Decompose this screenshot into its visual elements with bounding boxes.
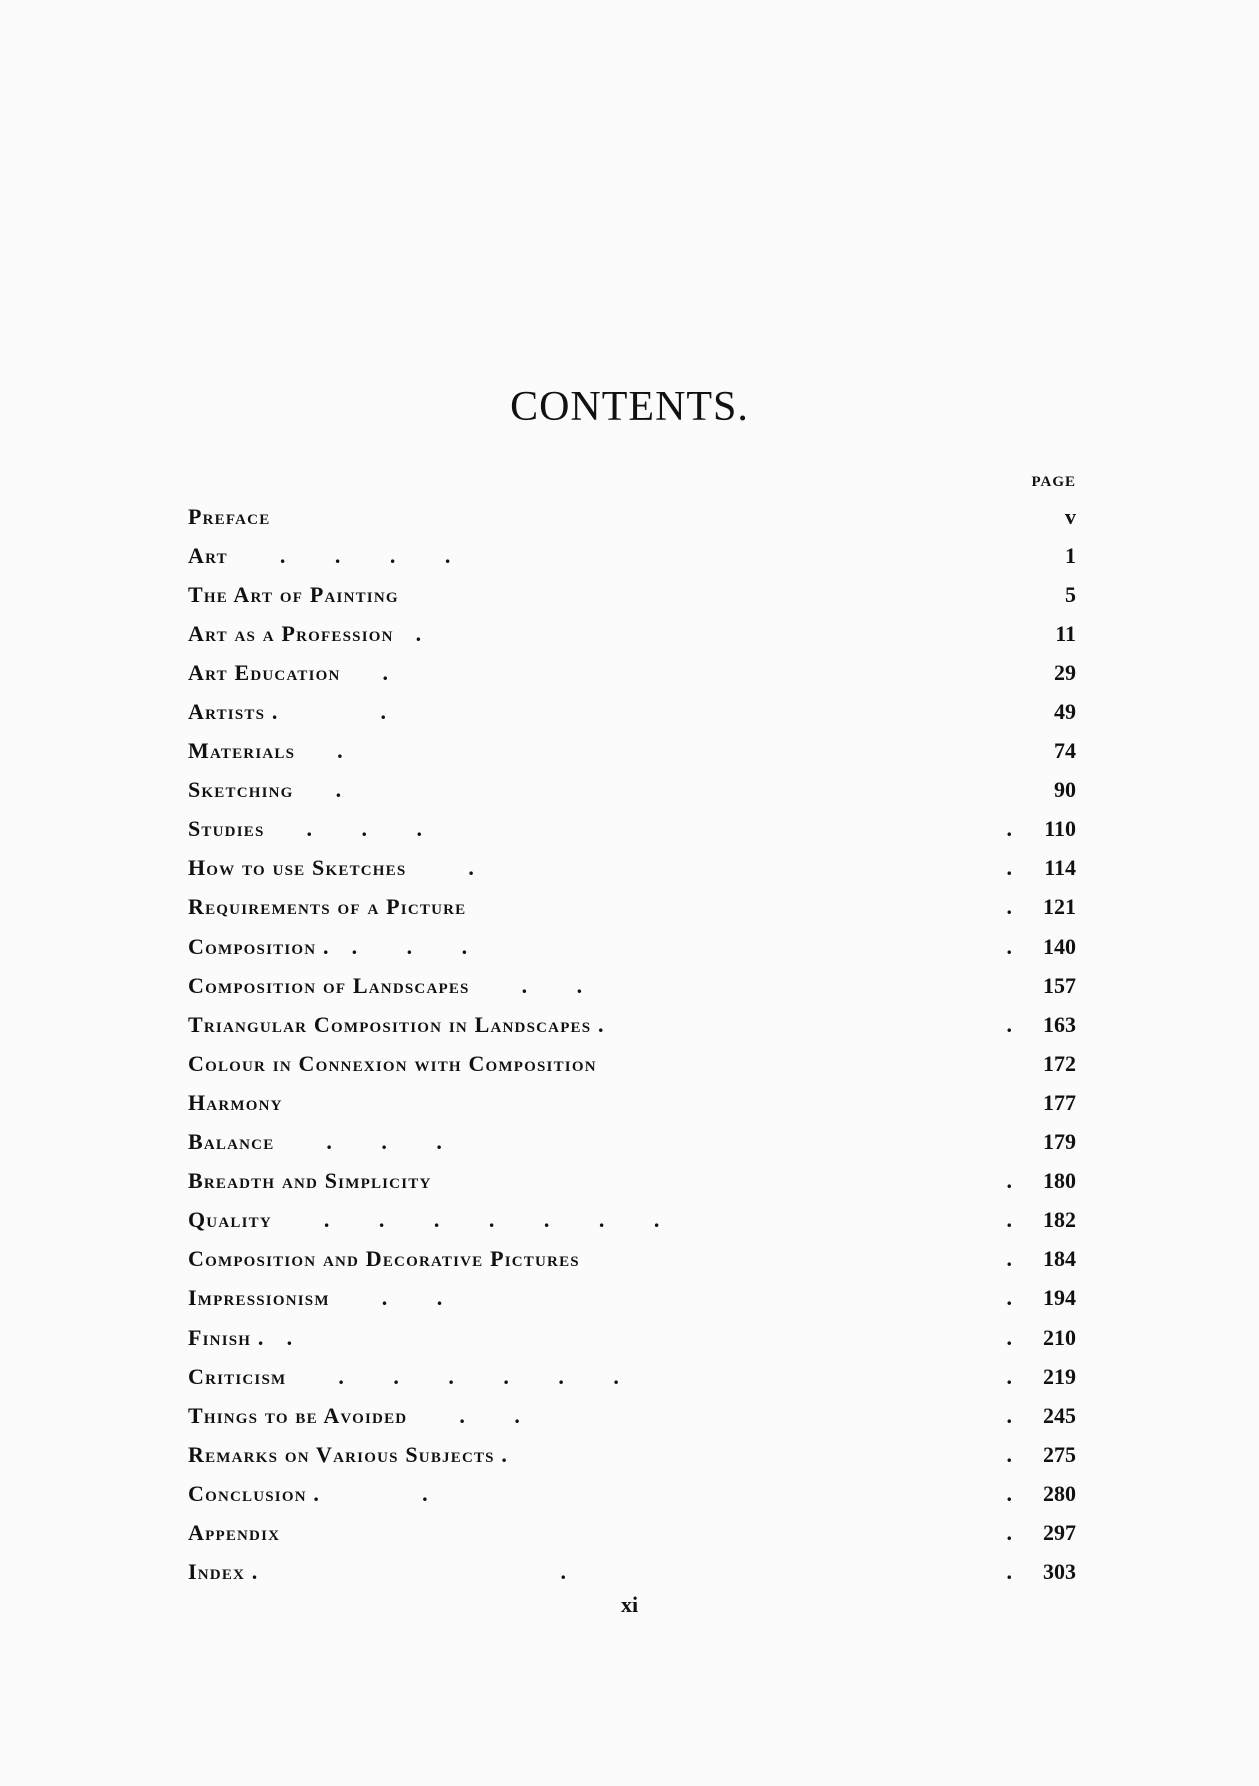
toc-entry-title: Preface — [188, 503, 271, 529]
toc-entry-page-dot: . — [1006, 1441, 1012, 1467]
toc-entry — [188, 1357, 1076, 1396]
toc-entry-page-number: 110 — [1044, 816, 1076, 842]
toc-entry-page-dot: . — [1006, 1207, 1012, 1233]
toc-entry-title: Composition and Decorative Pictures — [188, 1246, 580, 1272]
toc-entry — [188, 732, 1076, 771]
toc-entry-page-number: 303 — [1043, 1559, 1076, 1585]
toc-entry-title: Balance — [188, 1129, 275, 1155]
toc-entry-page-number: 140 — [1043, 933, 1076, 959]
toc-entry — [188, 1318, 1076, 1357]
toc-entry — [188, 849, 1076, 888]
table-of-contents — [188, 497, 1076, 1592]
toc-entry — [188, 1162, 1076, 1201]
toc-entry-title: Studies — [188, 816, 265, 842]
toc-entry-page-number: 121 — [1043, 894, 1076, 920]
toc-entry-page-number: 177 — [1043, 1089, 1076, 1115]
toc-entry-title: Art — [188, 542, 228, 568]
toc-entry — [188, 810, 1076, 849]
toc-entry — [188, 1279, 1076, 1318]
toc-entry — [188, 927, 1076, 966]
toc-entry-title: Things to be Avoided — [188, 1402, 408, 1428]
toc-entry-page-dot: . — [1006, 855, 1012, 881]
toc-entry-page-number: 275 — [1043, 1441, 1076, 1467]
toc-entry — [188, 1435, 1076, 1474]
toc-entry — [188, 1123, 1076, 1162]
toc-entry — [188, 1513, 1076, 1552]
toc-entry-page-number: 182 — [1043, 1207, 1076, 1233]
toc-entry — [188, 888, 1076, 927]
toc-entry-page-number: 280 — [1043, 1480, 1076, 1506]
toc-entry-leader: . — [335, 777, 364, 803]
toc-entry-page-dot: . — [1006, 1559, 1012, 1585]
toc-entry-leader: . — [337, 738, 365, 764]
toc-entry — [188, 1044, 1076, 1083]
toc-entry-page-dot: . — [1006, 816, 1012, 842]
toc-entry-page-number: 11 — [1055, 620, 1076, 646]
toc-entry-page-dot: . — [1006, 1480, 1012, 1506]
toc-entry-leader: . — [468, 855, 496, 881]
toc-entry-page-number: 180 — [1043, 1168, 1076, 1194]
toc-entry-page-number: 114 — [1044, 855, 1076, 881]
toc-entry-title: Criticism — [188, 1363, 287, 1389]
toc-entry — [188, 692, 1076, 731]
toc-entry-page-dot: . — [1006, 1402, 1012, 1428]
toc-entry-leader: . . . — [306, 816, 444, 842]
toc-entry-page-dot: . — [1006, 1519, 1012, 1545]
toc-entry-page-dot: . — [1006, 1363, 1012, 1389]
toc-entry-title: Appendix — [188, 1519, 281, 1545]
toc-entry-leader: . . — [521, 972, 605, 998]
toc-entry-title: Requirements of a Picture — [188, 894, 467, 920]
toc-entry — [188, 1396, 1076, 1435]
toc-entry — [188, 575, 1076, 614]
toc-entry-leader: . — [560, 1559, 588, 1585]
toc-entry-page-number: 5 — [1065, 581, 1076, 607]
toc-entry-page-number: 49 — [1054, 699, 1076, 725]
toc-entry — [188, 966, 1076, 1005]
toc-entry-title: Index . — [188, 1559, 259, 1585]
toc-entry-title: Materials — [188, 738, 296, 764]
toc-entry-title: Art Education — [188, 659, 341, 685]
toc-entry-page-number: 297 — [1043, 1519, 1076, 1545]
toc-entry — [188, 1240, 1076, 1279]
toc-entry-title: How to use Sketches — [188, 855, 407, 881]
toc-entry-page-number: 29 — [1054, 659, 1076, 685]
toc-entry-page-number: v — [1065, 503, 1076, 529]
toc-entry — [188, 1005, 1076, 1044]
toc-entry-page-dot: . — [1006, 933, 1012, 959]
toc-entry-leader: . . . . — [279, 542, 473, 568]
toc-entry-leader: . . — [381, 1285, 465, 1311]
toc-entry-page-number: 210 — [1043, 1324, 1076, 1350]
toc-entry-page-number: 245 — [1043, 1402, 1076, 1428]
toc-entry-leader: . — [422, 1480, 450, 1506]
toc-entry-leader: . — [380, 699, 409, 725]
toc-entry — [188, 1474, 1076, 1513]
toc-entry-title: Triangular Composition in Landscapes . — [188, 1011, 605, 1037]
toc-entry — [188, 653, 1076, 692]
toc-entry-title: Quality — [188, 1207, 272, 1233]
toc-entry — [188, 497, 1076, 536]
toc-entry-leader: . — [415, 620, 444, 646]
toc-entry-title: Harmony — [188, 1089, 283, 1115]
toc-entry-page-dot: . — [1006, 1285, 1012, 1311]
toc-entry-title: The Art of Painting — [188, 581, 399, 607]
toc-entry-page-number: 179 — [1043, 1129, 1076, 1155]
toc-entry-page-dot: . — [1006, 1168, 1012, 1194]
toc-entry-page-number: 90 — [1054, 777, 1076, 803]
toc-entry-leader: . . — [459, 1402, 542, 1428]
toc-entry-leader: . — [286, 1324, 315, 1350]
toc-entry-title: Sketching — [188, 777, 294, 803]
toc-entry-title: Art as a Profession — [188, 620, 394, 646]
toc-entry-title: Artists . — [188, 699, 279, 725]
toc-entry-title: Impressionism — [188, 1285, 330, 1311]
toc-entry-page-number: 157 — [1043, 972, 1076, 998]
toc-entry-title: Remarks on Various Subjects . — [188, 1441, 509, 1467]
toc-entry-page-number: 1 — [1065, 542, 1076, 568]
toc-entry-page-number: 74 — [1054, 738, 1076, 764]
toc-entry-leader: . . . . . . — [338, 1363, 641, 1389]
toc-entry-page-dot: . — [1006, 1324, 1012, 1350]
page-folio: xi — [620, 1592, 639, 1617]
toc-entry — [188, 1201, 1076, 1240]
toc-entry-title: Finish . — [188, 1324, 265, 1350]
toc-entry-leader: . — [382, 659, 411, 685]
toc-entry-page-number: 172 — [1043, 1050, 1076, 1076]
toc-entry-title: Composition of Landscapes — [188, 972, 470, 998]
toc-entry — [188, 771, 1076, 810]
toc-entry-page-dot: . — [1006, 1011, 1012, 1037]
toc-entry-page-number: 219 — [1043, 1363, 1076, 1389]
toc-entry-page-number: 184 — [1043, 1246, 1076, 1272]
toc-entry — [188, 1553, 1076, 1592]
toc-entry-title: Conclusion . — [188, 1480, 321, 1506]
toc-entry-page-number: 194 — [1043, 1285, 1076, 1311]
toc-entry — [188, 536, 1076, 575]
page-column-label: PAGE — [1031, 474, 1076, 490]
toc-entry-leader: . . . — [326, 1129, 464, 1155]
toc-entry-leader: . . . . . . . — [323, 1207, 682, 1233]
toc-entry-page-number: 163 — [1043, 1011, 1076, 1037]
toc-entry-leader: . . . — [351, 933, 490, 959]
toc-entry — [188, 614, 1076, 653]
toc-entry-title: Composition . — [188, 933, 330, 959]
toc-entry-title: Breadth and Simplicity — [188, 1168, 432, 1194]
page-title: CONTENTS. — [510, 384, 749, 430]
toc-entry-page-dot: . — [1006, 894, 1012, 920]
toc-entry-title: Colour in Connexion with Composition — [188, 1050, 597, 1076]
toc-entry — [188, 1083, 1076, 1122]
toc-entry-page-dot: . — [1006, 1246, 1012, 1272]
